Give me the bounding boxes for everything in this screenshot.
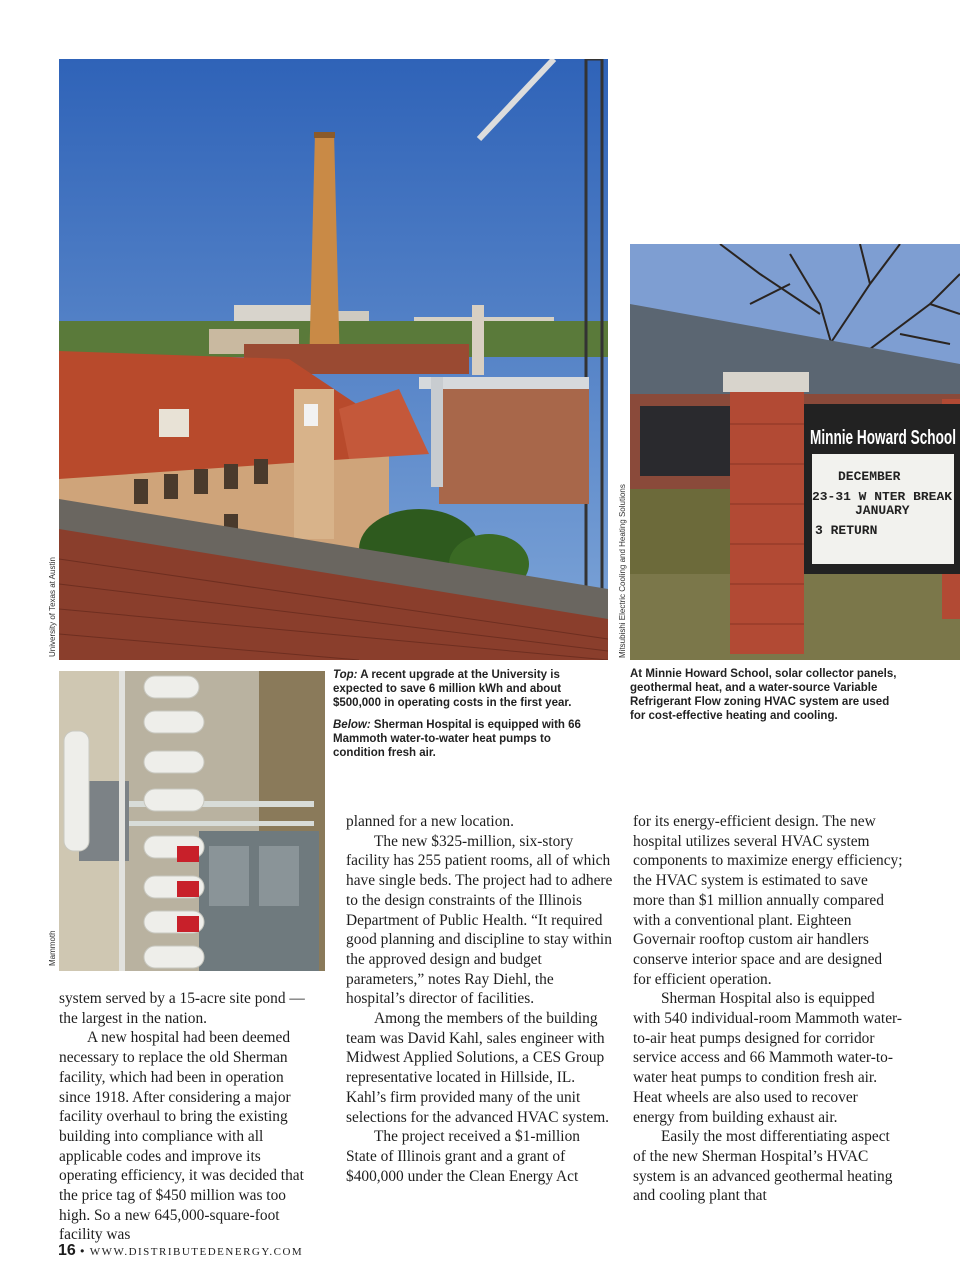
footer-bullet: •	[80, 1244, 86, 1258]
campus-smokestack-photo	[59, 59, 608, 660]
body-paragraph: for its energy-efficient design. The new hospital utilizes several HVAC system components to maximize energy efficiency; the HVAC system is estimated to save more than $1 million annually compared with a conventional plant. Eighteen Governair rooftop custom air handlers conserve interior space and are designed for efficient operation.	[633, 813, 903, 988]
body-paragraph: planned for a new location.	[346, 813, 514, 830]
page-number: 16	[58, 1242, 76, 1259]
photo-credit-top: University of Texas at Austin	[48, 557, 57, 657]
school-sign-line-2: 23-31 W NTER BREAK	[812, 490, 953, 504]
body-column-1	[59, 989, 315, 1245]
heat-pump-photo	[59, 671, 325, 971]
school-sign-line-1: DECEMBER	[838, 469, 901, 484]
page-footer	[58, 1242, 303, 1260]
caption-top-below	[333, 668, 588, 768]
body-paragraph: A new hospital had been deemed necessary to replace the old Sherman facility, which had been in operation since 1918. After considering a major facility overhaul to bring the existing building into compliance with all applicable codes and improve its operating efficiency, it was decided that the price tag of $450 million was too high. So a new 645,000-square-foot facility was	[59, 1029, 304, 1244]
body-paragraph: Among the members of the building team was David Kahl, sales engineer with Midwest Applied Solutions, a CES Group representative located in Hillside, IL. Kahl’s firm provided many of the unit selections for the advanced HVAC system.	[346, 1010, 610, 1126]
body-paragraph: Easily the most differentiating aspect of the new Sherman Hospital’s HVAC system is an advanced geothermal heating and cooling plant that	[633, 1128, 893, 1205]
footer-url[interactable]: WWW.DISTRIBUTEDENERGY.COM	[89, 1246, 304, 1258]
school-sign-photo	[630, 244, 960, 660]
body-paragraph: The new $325-million, six-story facility has 255 patient rooms, all of which have single beds. The project had to adhere to the design constraints of the Illinois Department of Public Health. “It required good planning and discipline to stay within the approved design and budget parameters,” notes Ray Diehl, the hospital’s director of facilities.	[346, 832, 613, 1008]
body-paragraph: system served by a 15-acre site pond —the largest in the nation.	[59, 990, 305, 1027]
school-sign-line-3: JANUARY	[855, 503, 910, 518]
body-column-3	[633, 812, 903, 1206]
school-sign-title: Minnie Howard School	[810, 427, 956, 449]
photo-credit-school: Mitsubishi Electric Cooling and Heating Solutions	[618, 484, 627, 658]
caption-top: Top: A recent upgrade at the University is expected to save 6 million kWh and about $500,000 in operating costs in the first year.	[333, 669, 572, 709]
school-sign-line-4: 3 RETURN	[815, 523, 878, 538]
caption-below: Below: Sherman Hospital is equipped with 66 Mammoth water-to-water heat pumps to condition fresh air.	[333, 719, 581, 759]
body-paragraph: The project received a $1-million State of Illinois grant and a grant of $400,000 under the Clean Energy Act	[346, 1128, 580, 1185]
photo-credit-mechanical: Mammoth	[48, 930, 57, 966]
caption-school: At Minnie Howard School, solar collector panels, geothermal heat, and a water-source Variable Refrigerant Flow zoning HVAC system are used for cost-effective heating and cooling.	[630, 668, 897, 722]
body-column-2	[346, 812, 614, 1186]
body-paragraph: Sherman Hospital also is equipped with 540 individual-room Mammoth water-to-air heat pumps designed for corridor service access and 66 Mammoth water-to-water heat pumps to condition fresh air. Heat wheels are also used to recover energy from building exhaust air.	[633, 990, 902, 1126]
